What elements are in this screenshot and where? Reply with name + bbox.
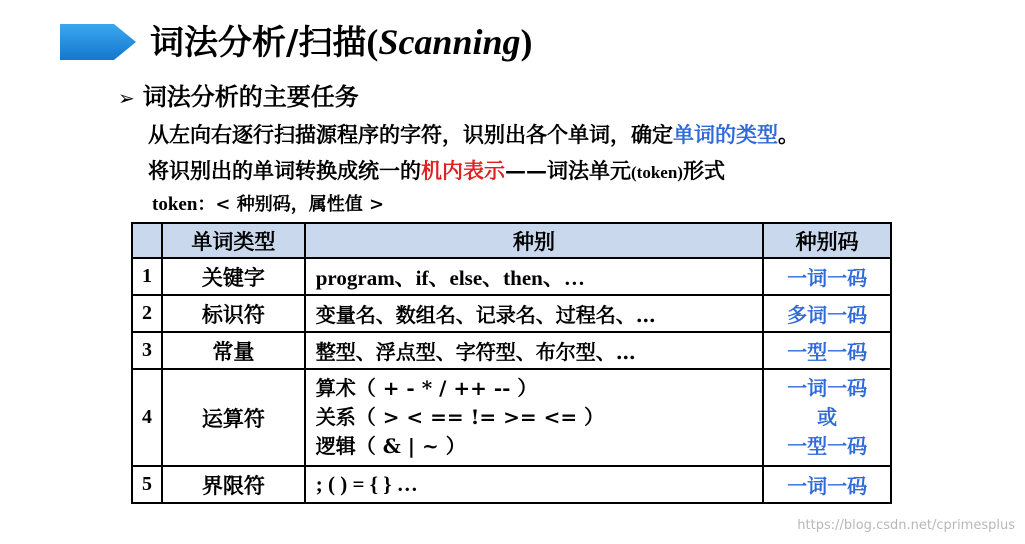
- row-kind: 整型、浮点型、字符型、布尔型、…: [305, 332, 763, 369]
- highlight-word-type: 单词的类型: [673, 122, 778, 147]
- row-kind: 变量名、数组名、记录名、过程名、…: [305, 295, 763, 332]
- table-header-row: [132, 223, 891, 258]
- row-type: 标识符: [162, 295, 305, 332]
- title-en: Scanning: [378, 22, 521, 62]
- table-row: [132, 369, 891, 466]
- section-heading-text: 词法分析的主要任务: [142, 82, 359, 111]
- row-number: 1: [132, 258, 162, 295]
- header-kind: 种别: [305, 223, 763, 258]
- table-row: [132, 332, 891, 369]
- token-type-table: [131, 222, 892, 504]
- row-code: 一型一码: [763, 332, 891, 369]
- kind-line-rel: 关系（ > < == != >= <= ）: [315, 405, 605, 429]
- row-kind: [305, 369, 763, 466]
- row-type: 界限符: [162, 466, 305, 503]
- title-cn: 词法分析/扫描: [150, 23, 367, 63]
- row-type: 运算符: [162, 369, 305, 466]
- row-number: 4: [132, 369, 162, 466]
- table-row: [132, 466, 891, 503]
- paragraph-scan-desc: 从左向右逐行扫描源程序的字符，识别出各个单词，确定单词的类型。: [148, 122, 799, 147]
- page-title: 词法分析/扫描(Scanning): [150, 22, 533, 63]
- header-word-type: 单词类型: [162, 223, 305, 258]
- paragraph-token-desc: 将识别出的单词转换成统一的机内表示——词法单元(token)形式: [148, 158, 725, 183]
- row-code: 多词一码: [763, 295, 891, 332]
- header-kind-code: 种别码: [763, 223, 891, 258]
- token-format: token：< 种别码，属性值 >: [152, 194, 385, 215]
- row-kind: program、if、else、then、…: [305, 258, 763, 295]
- row-number: 5: [132, 466, 162, 503]
- bullet-arrow-icon: ➢: [118, 86, 135, 110]
- row-number: 2: [132, 295, 162, 332]
- title-arrow-icon: [60, 18, 136, 66]
- row-code: 一词一码: [763, 466, 891, 503]
- table-row: [132, 258, 891, 295]
- section-heading: [118, 82, 359, 113]
- highlight-internal-repr: 机内表示: [421, 158, 505, 183]
- kind-line-arith: 算术（ + - * / ++ -- ）: [315, 376, 538, 400]
- row-code: 一词一码: [763, 258, 891, 295]
- row-type: 常量: [162, 332, 305, 369]
- kind-line-logic: 逻辑（ & | ~ ）: [315, 434, 466, 458]
- watermark: https://blog.csdn.net/cprimesplus: [797, 518, 1015, 533]
- row-code: 一词一码 或 一型一码: [763, 369, 891, 466]
- row-type: 关键字: [162, 258, 305, 295]
- row-number: 3: [132, 332, 162, 369]
- table-row: [132, 295, 891, 332]
- row-kind: ; ( ) = { } …: [305, 466, 763, 503]
- header-no: [132, 223, 162, 258]
